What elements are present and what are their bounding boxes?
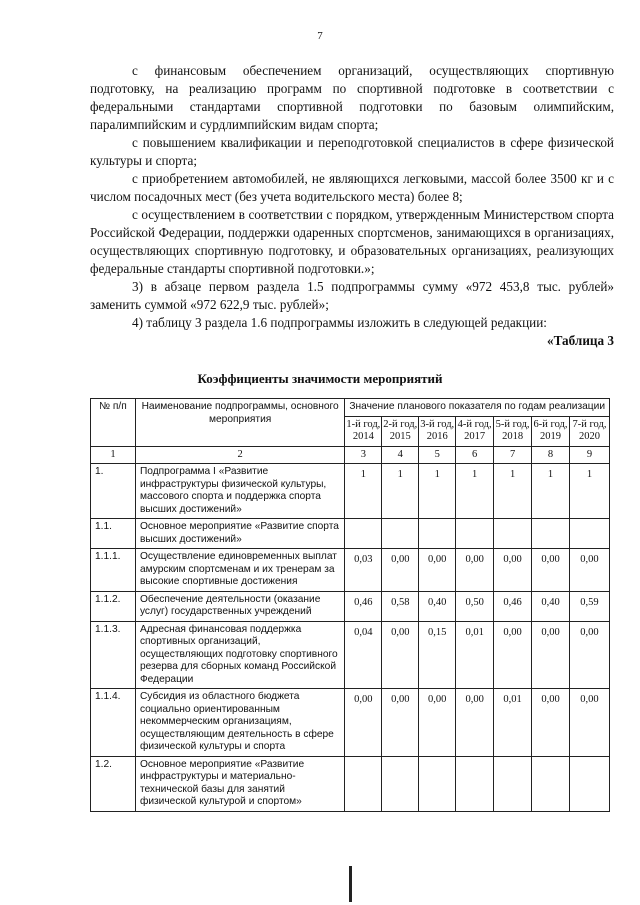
- row-value: [494, 756, 532, 811]
- row-value: 1: [569, 464, 609, 519]
- row-value: 0,00: [532, 621, 570, 689]
- row-name: Субсидия из областного бюджета социально ориентированным некоммерческим организациям, осуществляющим деятельность в сфере физической культуры и спорта: [135, 689, 344, 757]
- row-value: [419, 756, 456, 811]
- row-value: [345, 756, 382, 811]
- year-header: 1-й год, 2014: [345, 416, 382, 446]
- row-value: 0,00: [456, 549, 494, 592]
- column-number: 9: [569, 446, 609, 464]
- column-number: 2: [135, 446, 344, 464]
- row-value: 0,00: [494, 549, 532, 592]
- row-value: [345, 519, 382, 549]
- paragraph: с осуществлением в соответствии с порядком, утвержденным Министерством спорта Российской Федерации, поддержки одаренных спортсменов, занимающихся в организациях, осуществляющих спортивную подготовку, и образовательных организациях, реализующих федеральные стандарты спортивной подготовки.»;: [90, 207, 614, 276]
- year-header: 6-й год, 2019: [532, 416, 570, 446]
- year-header: 7-й год, 2020: [569, 416, 609, 446]
- row-value: 0,15: [419, 621, 456, 689]
- row-value: 1: [456, 464, 494, 519]
- row-value: 0,40: [419, 591, 456, 621]
- row-name: Обеспечение деятельности (оказание услуг) государственных учреждений: [135, 591, 344, 621]
- row-value: [382, 519, 419, 549]
- row-value: [382, 756, 419, 811]
- row-value: [532, 519, 570, 549]
- row-value: 0,00: [419, 549, 456, 592]
- row-name: Адресная финансовая поддержка спортивных организаций, осуществляющих подготовку спортивного резерва для сборных команд Российской Федерации: [135, 621, 344, 689]
- coefficients-table: [90, 398, 610, 812]
- row-value: 0,00: [569, 549, 609, 592]
- row-value: 0,00: [382, 621, 419, 689]
- row-value: 0,00: [494, 621, 532, 689]
- header-values: Значение планового показателя по годам реализации: [345, 399, 610, 417]
- table-label: «Таблица 3: [547, 333, 614, 348]
- row-value: [532, 756, 570, 811]
- row-number: 1.1.4.: [91, 689, 136, 757]
- row-number: 1.: [91, 464, 136, 519]
- table-title: Коэффициенты значимости мероприятий: [197, 371, 443, 386]
- row-value: 1: [494, 464, 532, 519]
- paragraph: с повышением квалификации и переподготовкой специалистов в сфере физической культуры и спорта;: [90, 135, 614, 168]
- row-number: 1.1.3.: [91, 621, 136, 689]
- column-number: 4: [382, 446, 419, 464]
- row-value: 0,00: [456, 689, 494, 757]
- row-name: Основное мероприятие «Развитие спорта высших достижений»: [135, 519, 344, 549]
- row-number: 1.1.2.: [91, 591, 136, 621]
- row-value: 0,46: [345, 591, 382, 621]
- column-number: 8: [532, 446, 570, 464]
- scan-mark: [349, 866, 352, 902]
- row-value: 0,00: [382, 689, 419, 757]
- row-value: 0,00: [532, 549, 570, 592]
- table-row: [91, 519, 610, 549]
- row-value: 0,01: [456, 621, 494, 689]
- row-value: [419, 519, 456, 549]
- row-value: 0,00: [382, 549, 419, 592]
- table-row: [91, 756, 610, 811]
- row-value: 0,40: [532, 591, 570, 621]
- row-value: [569, 519, 609, 549]
- row-number: 1.2.: [91, 756, 136, 811]
- row-value: 0,00: [419, 689, 456, 757]
- row-value: 0,01: [494, 689, 532, 757]
- row-name: Осуществление единовременных выплат амурским спортсменам и их тренерам за высокие спортивные достижения: [135, 549, 344, 592]
- page-number: 7: [317, 30, 323, 42]
- year-header: 4-й год, 2017: [456, 416, 494, 446]
- year-header: 2-й год, 2015: [382, 416, 419, 446]
- table-row: [91, 591, 610, 621]
- row-value: [569, 756, 609, 811]
- document-body: [90, 62, 614, 350]
- row-value: 0,03: [345, 549, 382, 592]
- year-header: 5-й год, 2018: [494, 416, 532, 446]
- row-value: 1: [419, 464, 456, 519]
- year-header: 3-й год, 2016: [419, 416, 456, 446]
- header-number: № п/п: [91, 399, 136, 447]
- row-value: 1: [532, 464, 570, 519]
- row-name: Основное мероприятие «Развитие инфраструктуры и материально-технической базы для занятий физической культурой и спортом»: [135, 756, 344, 811]
- row-value: [456, 519, 494, 549]
- column-number: 7: [494, 446, 532, 464]
- row-name: Подпрограмма I «Развитие инфраструктуры физической культуры, массового спорта и поддержка спорта высших достижений»: [135, 464, 344, 519]
- table-row: [91, 464, 610, 519]
- row-number: 1.1.1.: [91, 549, 136, 592]
- table-row: [91, 621, 610, 689]
- column-number: 5: [419, 446, 456, 464]
- row-value: 0,00: [345, 689, 382, 757]
- column-number: 6: [456, 446, 494, 464]
- table-row: [91, 549, 610, 592]
- paragraph: с финансовым обеспечением организаций, осуществляющих спортивную подготовку, на реализацию программ по спортивной подготовке в соответствии с федеральными стандартами спортивной подготовки по базовым олимпийским, паралимпийским и сурдлимпийским видам спорта;: [90, 63, 614, 132]
- row-value: 0,00: [569, 689, 609, 757]
- paragraph: 4) таблицу 3 раздела 1.6 подпрограммы изложить в следующей редакции:: [132, 315, 547, 330]
- row-value: 1: [382, 464, 419, 519]
- header-name: Наименование подпрограммы, основного мероприятия: [135, 399, 344, 447]
- row-value: 0,00: [532, 689, 570, 757]
- paragraph: 3) в абзаце первом раздела 1.5 подпрограммы сумму «972 453,8 тыс. рублей» заменить суммой «972 622,9 тыс. рублей»;: [90, 279, 614, 312]
- table-row: [91, 689, 610, 757]
- row-number: 1.1.: [91, 519, 136, 549]
- row-value: 1: [345, 464, 382, 519]
- row-value: [456, 756, 494, 811]
- row-value: 0,58: [382, 591, 419, 621]
- row-value: 0,46: [494, 591, 532, 621]
- row-value: [494, 519, 532, 549]
- row-value: 0,04: [345, 621, 382, 689]
- column-number: 1: [91, 446, 136, 464]
- row-value: 0,00: [569, 621, 609, 689]
- paragraph: с приобретением автомобилей, не являющихся легковыми, массой более 3500 кг и с числом посадочных мест (без учета водительского места) более 8;: [90, 171, 614, 204]
- row-value: 0,59: [569, 591, 609, 621]
- column-number: 3: [345, 446, 382, 464]
- row-value: 0,50: [456, 591, 494, 621]
